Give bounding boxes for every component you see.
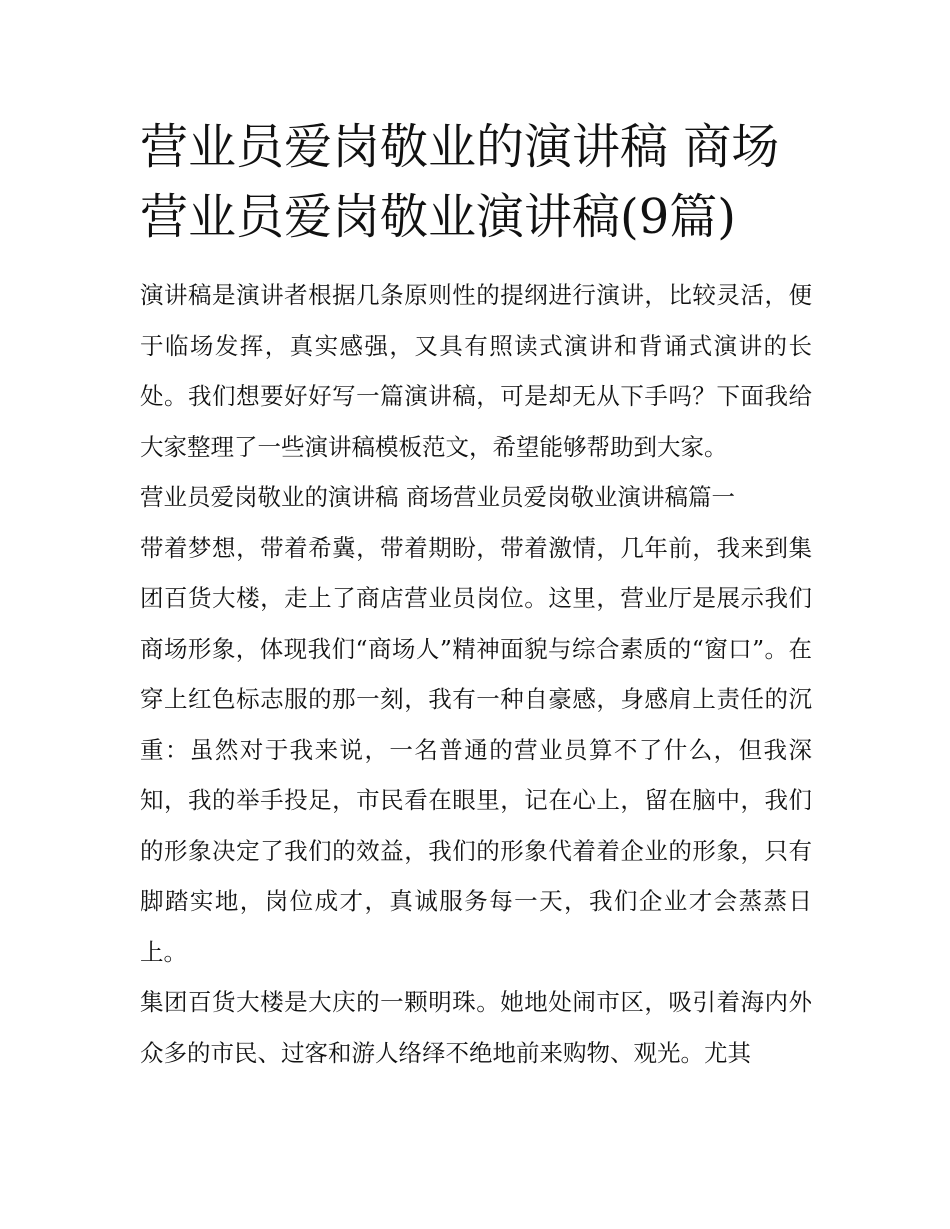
body-paragraph: 集团百货大楼是大庆的一颗明珠。她地处闹市区，吸引着海内外众多的市民、过客和游人络绎不绝地前来购物、观光。尤其 — [140, 988, 812, 1067]
section-heading: 营业员爱岗敬业的演讲稿 商场营业员爱岗敬业演讲稿篇一 — [140, 483, 735, 511]
document-body — [140, 112, 812, 1078]
document-title: 营业员爱岗敬业的演讲稿 商场营业员爱岗敬业演讲稿(9篇) — [140, 119, 780, 245]
intro-paragraph: 演讲稿是演讲者根据几条原则性的提纲进行演讲，比较灵活，便于临场发挥，真实感强，又具有照读式演讲和背诵式演讲的长处。我们想要好好写一篇演讲稿，可是却无从下手吗？下面我给大家整理了一些演讲稿模板范文，希望能够帮助到大家。 — [140, 281, 812, 461]
body-paragraph: 带着梦想，带着希冀，带着期盼，带着激情，几年前，我来到集团百货大楼，走上了商店营业员岗位。这里，营业厅是展示我们商场形象，体现我们“商场人”精神面貌与综合素质的“窗口”。在穿上红色标志服的那一刻，我有一种自豪感，身感肩上责任的沉重：虽然对于我来说，一名普通的营业员算不了什么，但我深知，我的举手投足，市民看在眼里，记在心上，留在脑中，我们的形象决定了我们的效益，我们的形象代着着企业的形象，只有脚踏实地，岗位成才，真诚服务每一天，我们企业才会蒸蒸日上。 — [140, 533, 812, 966]
